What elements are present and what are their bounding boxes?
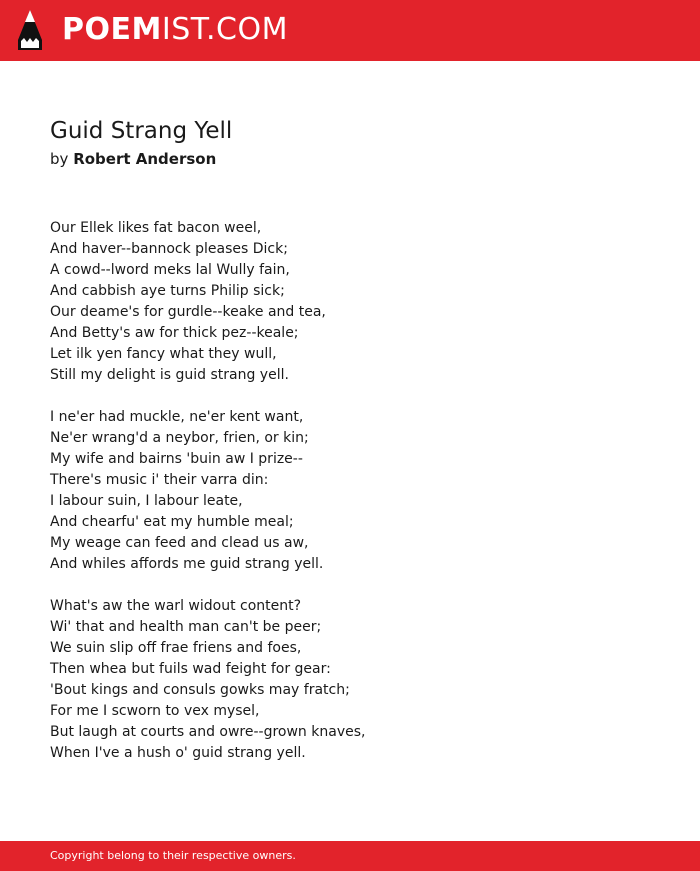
poem-line: Ne'er wrang'd a neybor, frien, or kin;: [50, 430, 309, 446]
poem-line: My weage can feed and clead us aw,: [50, 535, 309, 551]
site-footer: [0, 841, 700, 871]
poem-line: And whiles affords me guid strang yell.: [50, 556, 324, 572]
poem-line: I labour suin, I labour leate,: [50, 493, 243, 509]
poem-body: [50, 218, 365, 785]
poem-line: And chearfu' eat my humble meal;: [50, 514, 294, 530]
stanza: [50, 218, 365, 386]
site-header: [0, 0, 700, 61]
poem-line: And Betty's aw for thick pez--keale;: [50, 325, 299, 341]
poem-line: And cabbish aye turns Philip sick;: [50, 283, 285, 299]
stanza: [50, 596, 365, 764]
poem-line: My wife and bairns 'buin aw I prize--: [50, 451, 303, 467]
poem-line: What's aw the warl widout content?: [50, 598, 302, 614]
poem-line: Our Ellek likes fat bacon weel,: [50, 220, 262, 236]
logo-bold-text: POEM: [62, 12, 162, 47]
site-logo[interactable]: [62, 12, 288, 48]
poem-line: I ne'er had muckle, ne'er kent want,: [50, 409, 304, 425]
poem-line: And haver--bannock pleases Dick;: [50, 241, 288, 257]
logo-light-text: IST.COM: [161, 12, 288, 47]
poem-byline: [50, 148, 216, 170]
stanza: [50, 407, 365, 575]
poem-title: Guid Strang Yell: [50, 118, 233, 144]
author-name: Robert Anderson: [73, 150, 217, 168]
poem-line: But laugh at courts and owre--grown knaves,: [50, 724, 366, 740]
poem-line: When I've a hush o' guid strang yell.: [50, 745, 306, 761]
pencil-logo-icon[interactable]: [18, 10, 42, 50]
copyright-notice: Copyright belong to their respective owners.: [50, 849, 296, 862]
poem-line: A cowd--lword meks lal Wully fain,: [50, 262, 290, 278]
poem-line: We suin slip off frae friens and foes,: [50, 640, 302, 656]
poem-line: Then whea but fuils wad feight for gear:: [50, 661, 331, 677]
poem-line: For me I scworn to vex mysel,: [50, 703, 260, 719]
byline-prefix: by: [50, 150, 69, 168]
poem-line: Let ilk yen fancy what they wull,: [50, 346, 277, 362]
poem-line: Still my delight is guid strang yell.: [50, 367, 289, 383]
poem-line: Wi' that and health man can't be peer;: [50, 619, 322, 635]
poem-line: 'Bout kings and consuls gowks may fratch;: [50, 682, 350, 698]
poem-line: There's music i' their varra din:: [50, 472, 269, 488]
poem-line: Our deame's for gurdle--keake and tea,: [50, 304, 326, 320]
